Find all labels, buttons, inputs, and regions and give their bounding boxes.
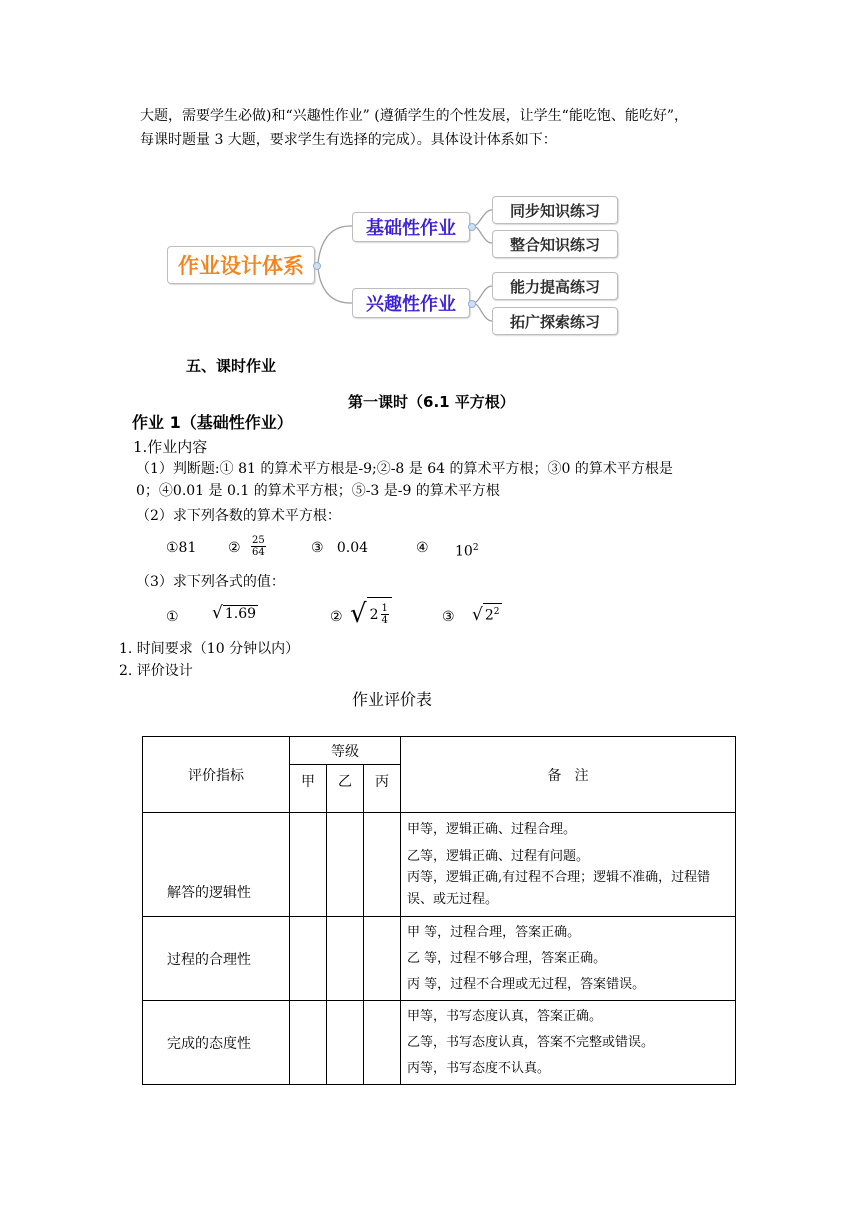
fraction-denominator: 64 — [252, 547, 265, 558]
mindmap-leaf-ability-label: 能力提高练习 — [509, 277, 600, 296]
q1-line-2: 0；④0.01 是 0.1 的算术平方根；⑤-3 是-9 的算术平方根 — [136, 483, 500, 499]
mindmap-branch-basic — [352, 212, 470, 242]
header-grade: 等级 — [290, 737, 401, 765]
grade-cell — [364, 917, 401, 1001]
mindmap-branch-basic-dot — [468, 223, 476, 231]
header-note: 备 注 — [401, 737, 736, 813]
mindmap-leaf-sync — [492, 196, 618, 224]
q3-item-1-sqrt — [212, 603, 258, 623]
row-notes — [401, 1001, 736, 1085]
q3-item-2-marker: ② — [330, 609, 343, 625]
intro-line-1: 大题，需要学生必做)和“兴趣性作业” (遵循学生的个性发展，让学生“能吃饱、能吃好”， — [140, 108, 689, 124]
table-caption: 作业评价表 — [352, 690, 433, 709]
mindmap-leaf-integrate-label: 整合知识练习 — [509, 235, 600, 254]
mindmap — [160, 190, 630, 340]
mixed-whole: 2 — [369, 606, 379, 623]
row-indicator: 完成的态度性 — [143, 1001, 290, 1085]
q2-item-3: ③ 0.04 — [311, 540, 369, 556]
mindmap-branch-interest-dot — [468, 300, 476, 308]
section-heading: 五、课时作业 — [186, 357, 277, 375]
grade-cell — [327, 917, 364, 1001]
q3-item-3-sqrt — [472, 603, 502, 625]
sqrt-radicand: 1.69 — [224, 606, 257, 622]
q3-item-3-marker: ③ — [442, 609, 455, 625]
evaluation-table — [142, 736, 736, 1085]
table-row — [143, 1001, 736, 1085]
fraction-numerator: 1 — [381, 603, 388, 614]
grade-cell — [327, 1001, 364, 1085]
mindmap-leaf-integrate — [492, 230, 618, 258]
q3-item-2-sqrt — [350, 597, 392, 631]
intro-line-2: 每课时题量 3 大题，要求学生有选择的完成）。具体设计体系如下： — [140, 132, 557, 148]
grade-header-b: 乙 — [327, 765, 364, 813]
mindmap-branch-interest — [352, 288, 470, 318]
row-indicator: 过程的合理性 — [143, 917, 290, 1001]
power-exponent: 2 — [472, 543, 479, 553]
note-line: 丙 等，过程不合理或无过程，答案错误。 — [407, 976, 646, 992]
mindmap-leaf-explore — [492, 307, 618, 335]
mindmap-leaf-ability — [492, 272, 618, 300]
q1-line-1: （1）判断题:① 81 的算术平方根是-9;②-8 是 64 的算术平方根；③0 的算术平方根是 — [136, 461, 673, 477]
header-indicator: 评价指标 — [143, 737, 290, 813]
grade-cell — [290, 1001, 327, 1085]
note-line: 乙等，书写态度认真，答案不完整或错误。 — [407, 1034, 655, 1050]
row-notes — [401, 917, 736, 1001]
q2-item-2-marker: ② — [228, 540, 241, 556]
q2-item-4-power — [455, 538, 479, 562]
time-requirement: 1. 时间要求（10 分钟以内） — [119, 641, 300, 657]
mindmap-branch-basic-label: 基础性作业 — [366, 218, 456, 239]
homework-title: 作业 1（基础性作业） — [132, 413, 293, 432]
table-row — [143, 813, 736, 917]
q3-item-1-marker: ① — [166, 609, 179, 625]
row-notes — [401, 813, 736, 917]
note-line: 甲等，书写态度认真，答案正确。 — [407, 1008, 603, 1024]
note-line: 丙等，书写态度不认真。 — [407, 1060, 551, 1076]
fraction-numerator: 25 — [252, 535, 265, 546]
evaluation-design: 2. 评价设计 — [119, 663, 193, 679]
q2-item-2-fraction — [251, 535, 266, 558]
sqrt-symbol: √ — [212, 603, 223, 623]
power-base: 10 — [455, 543, 473, 560]
q2-item-1: ①81 — [166, 540, 197, 556]
mindmap-branch-interest-label: 兴趣性作业 — [366, 294, 456, 315]
note-line: 甲等，逻辑正确、过程合理。 — [407, 821, 577, 837]
q2-item-4-marker: ④ — [416, 540, 429, 556]
note-line: 乙 等，过程不够合理，答案正确。 — [407, 950, 607, 966]
grade-cell — [290, 917, 327, 1001]
fraction-denominator: 4 — [381, 615, 388, 626]
lesson-title: 第一课时（6.1 平方根） — [348, 393, 515, 411]
note-line: 乙等，逻辑正确、过程有问题。 — [407, 848, 590, 864]
grade-cell — [327, 813, 364, 917]
sqrt-symbol: √ — [350, 599, 367, 629]
mindmap-root-label: 作业设计体系 — [178, 254, 304, 278]
power-base: 2 — [484, 607, 494, 624]
mindmap-leaf-explore-label: 拓广探索练习 — [509, 312, 600, 331]
content-heading: 1.作业内容 — [133, 438, 208, 456]
grade-cell — [364, 1001, 401, 1085]
mindmap-root-dot — [313, 262, 321, 270]
row-indicator: 解答的逻辑性 — [143, 813, 290, 917]
note-line: 丙等，逻辑正确,有过程不合理；逻辑不准确，过程错误、或无过程。 — [407, 869, 711, 907]
grade-header-a: 甲 — [290, 765, 327, 813]
grade-header-c: 丙 — [364, 765, 401, 813]
sqrt-symbol: √ — [472, 604, 483, 625]
grade-cell — [364, 813, 401, 917]
mindmap-leaf-sync-label: 同步知识练习 — [509, 201, 600, 220]
power-exponent: 2 — [493, 607, 500, 617]
table-row — [143, 917, 736, 1001]
q3-heading: （3）求下列各式的值： — [136, 574, 285, 590]
grade-cell — [290, 813, 327, 917]
table-header-row — [143, 737, 736, 765]
mindmap-root — [167, 246, 315, 284]
note-line: 甲 等，过程合理，答案正确。 — [407, 924, 581, 940]
q2-heading: （2）求下列各数的算术平方根： — [136, 508, 341, 524]
